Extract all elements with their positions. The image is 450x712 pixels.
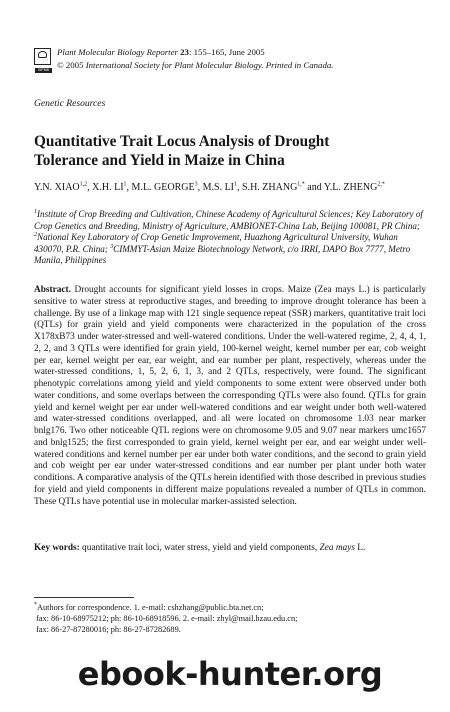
journal-citation-block (57, 46, 333, 71)
correspondence-footnote (34, 602, 426, 635)
journal-pages-date: : 155–165, June 2005 (188, 47, 265, 57)
keywords (34, 542, 426, 554)
author: Y.N. XIAO$^{1,2}$, (34, 181, 93, 193)
abstract-label: Abstract. (34, 285, 71, 295)
author: S.H. $ZHANG^{1,*}$ and (242, 181, 324, 193)
keywords-species: Zea mays (319, 543, 355, 553)
affiliation: $^2$National Key Laboratory of Crop Genetic Improvement, Huazhong Agricultural University, Wuhan 430070, P.R. China; (34, 232, 398, 254)
keywords-suffix: L. (354, 543, 366, 553)
journal-citation (57, 46, 333, 59)
keywords-label: Key words: (34, 543, 80, 553)
copyright-body: International Society for Plant Molecular Biology. Printed in Canada. (85, 59, 334, 70)
section-label: Genetic Resources (34, 98, 106, 109)
journal-copyright (57, 59, 333, 72)
journal-logo (34, 48, 51, 72)
journal-logo-label: ISPMB (35, 68, 52, 73)
footnote-divider (34, 597, 134, 598)
affiliations (34, 209, 426, 267)
affiliation: $^1$Institute of Crop Breeding and Cultivation, Chinese Academy of Agricultural Sciences; Key Laboratory of Crop Genetics and Breeding, Ministry of Agriculture, AMBIONET-China Lab, Beijing 100081, PR China; (34, 208, 423, 231)
footnote-line: fax: 86-10-68975212; ph: 86-10-68918596. 2. e-mail: zhyl@mail.hzau.edu.cn; (36, 614, 298, 623)
author: X.H. $LI^1$, (92, 181, 132, 193)
journal-name: Plant Molecular Biology Reporter (57, 47, 178, 57)
abstract-text: Drought accounts for significant yield losses in crops. Maize (Zea mays L.) is particularly sensitive to water stress at reproductive stages, and breeding to improve drought tolerance has been a challenge. By use of a linkage map with 121 single sequence repeat (SSR) markers, quantitative trait loci (QTLs) for grain yield and yield components were characterized in the population of the cross X178xB73 under water-stressed and well-watered conditions. Under the well-watered regime, 2, 4, 4, 1, 2, 2, and 3 QTLs were identified for grain yield, 100-kernel weight, kernel number per ear, cob weight per ear, kernel weight per ear, ear weight, and ear number per plant, respectively, whereas under the water-stressed conditions, 1, 5, 2, 6, 1, 3, and 2 QTLs, respectively, were found. The significant phenotypic correlations among yield and yield components to some extent were observed under both water conditions, and some overlaps between the corresponding QTLs were also found. QTLs for grain yield and kernel weight per ear under well-watered conditions and ear weight under both well-watered and water-stressed conditions overlapped, and all were located on chromosome 1.03 near marker bnlg176. Two other noticeable QTL regions were on chromosome 9.05 and 9.07 near markers umc1657 and bnlg1525; the first corresponded to grain yield, kernel weight per ear, and ear weight under well-watered conditions and kernel number per ear under both water conditions, and the second to grain yield and cob weight per ear under water-stressed conditions and ear number per plant under both water conditions. A comparative analysis of the QTLs herein identified with those described in previous studies for yield and yield components in different maize populations revealed a number of QTLs in common. These QTLs have potential use in molecular marker-assisted selection. (34, 285, 426, 507)
paper-title: Quantitative Trait Locus Analysis of Drought Tolerance and Yield in Maize in China (34, 133, 330, 169)
copyright-prefix: © 2005 (57, 59, 86, 70)
watermark: ebook-hunter.org (77, 655, 383, 693)
footnote-line: *Authors for correspondence. 1. e-mail: cshzhang@public.bta.net.cn; (34, 602, 264, 612)
author: M.L. GEORGE$^3$, (131, 181, 203, 193)
author: M.S. $LI^1$, (202, 181, 243, 193)
footnote-line: fax: 86-27-87280016; ph: 86-27-87282689. (36, 625, 181, 634)
abstract (34, 285, 426, 508)
affiliation: $^3$CIMMYT-Asian Maize Biotechnology Network, c/o IRRI, DAPO Box 7777, Metro Manila, Philippines (34, 243, 411, 266)
author: Y.L. $ZHENG^{2,*}$ (323, 181, 385, 193)
journal-volume: 23 (180, 47, 189, 57)
author-list (34, 181, 424, 194)
keywords-text: quantitative trait loci, water stress, yield and yield components, (79, 543, 320, 553)
